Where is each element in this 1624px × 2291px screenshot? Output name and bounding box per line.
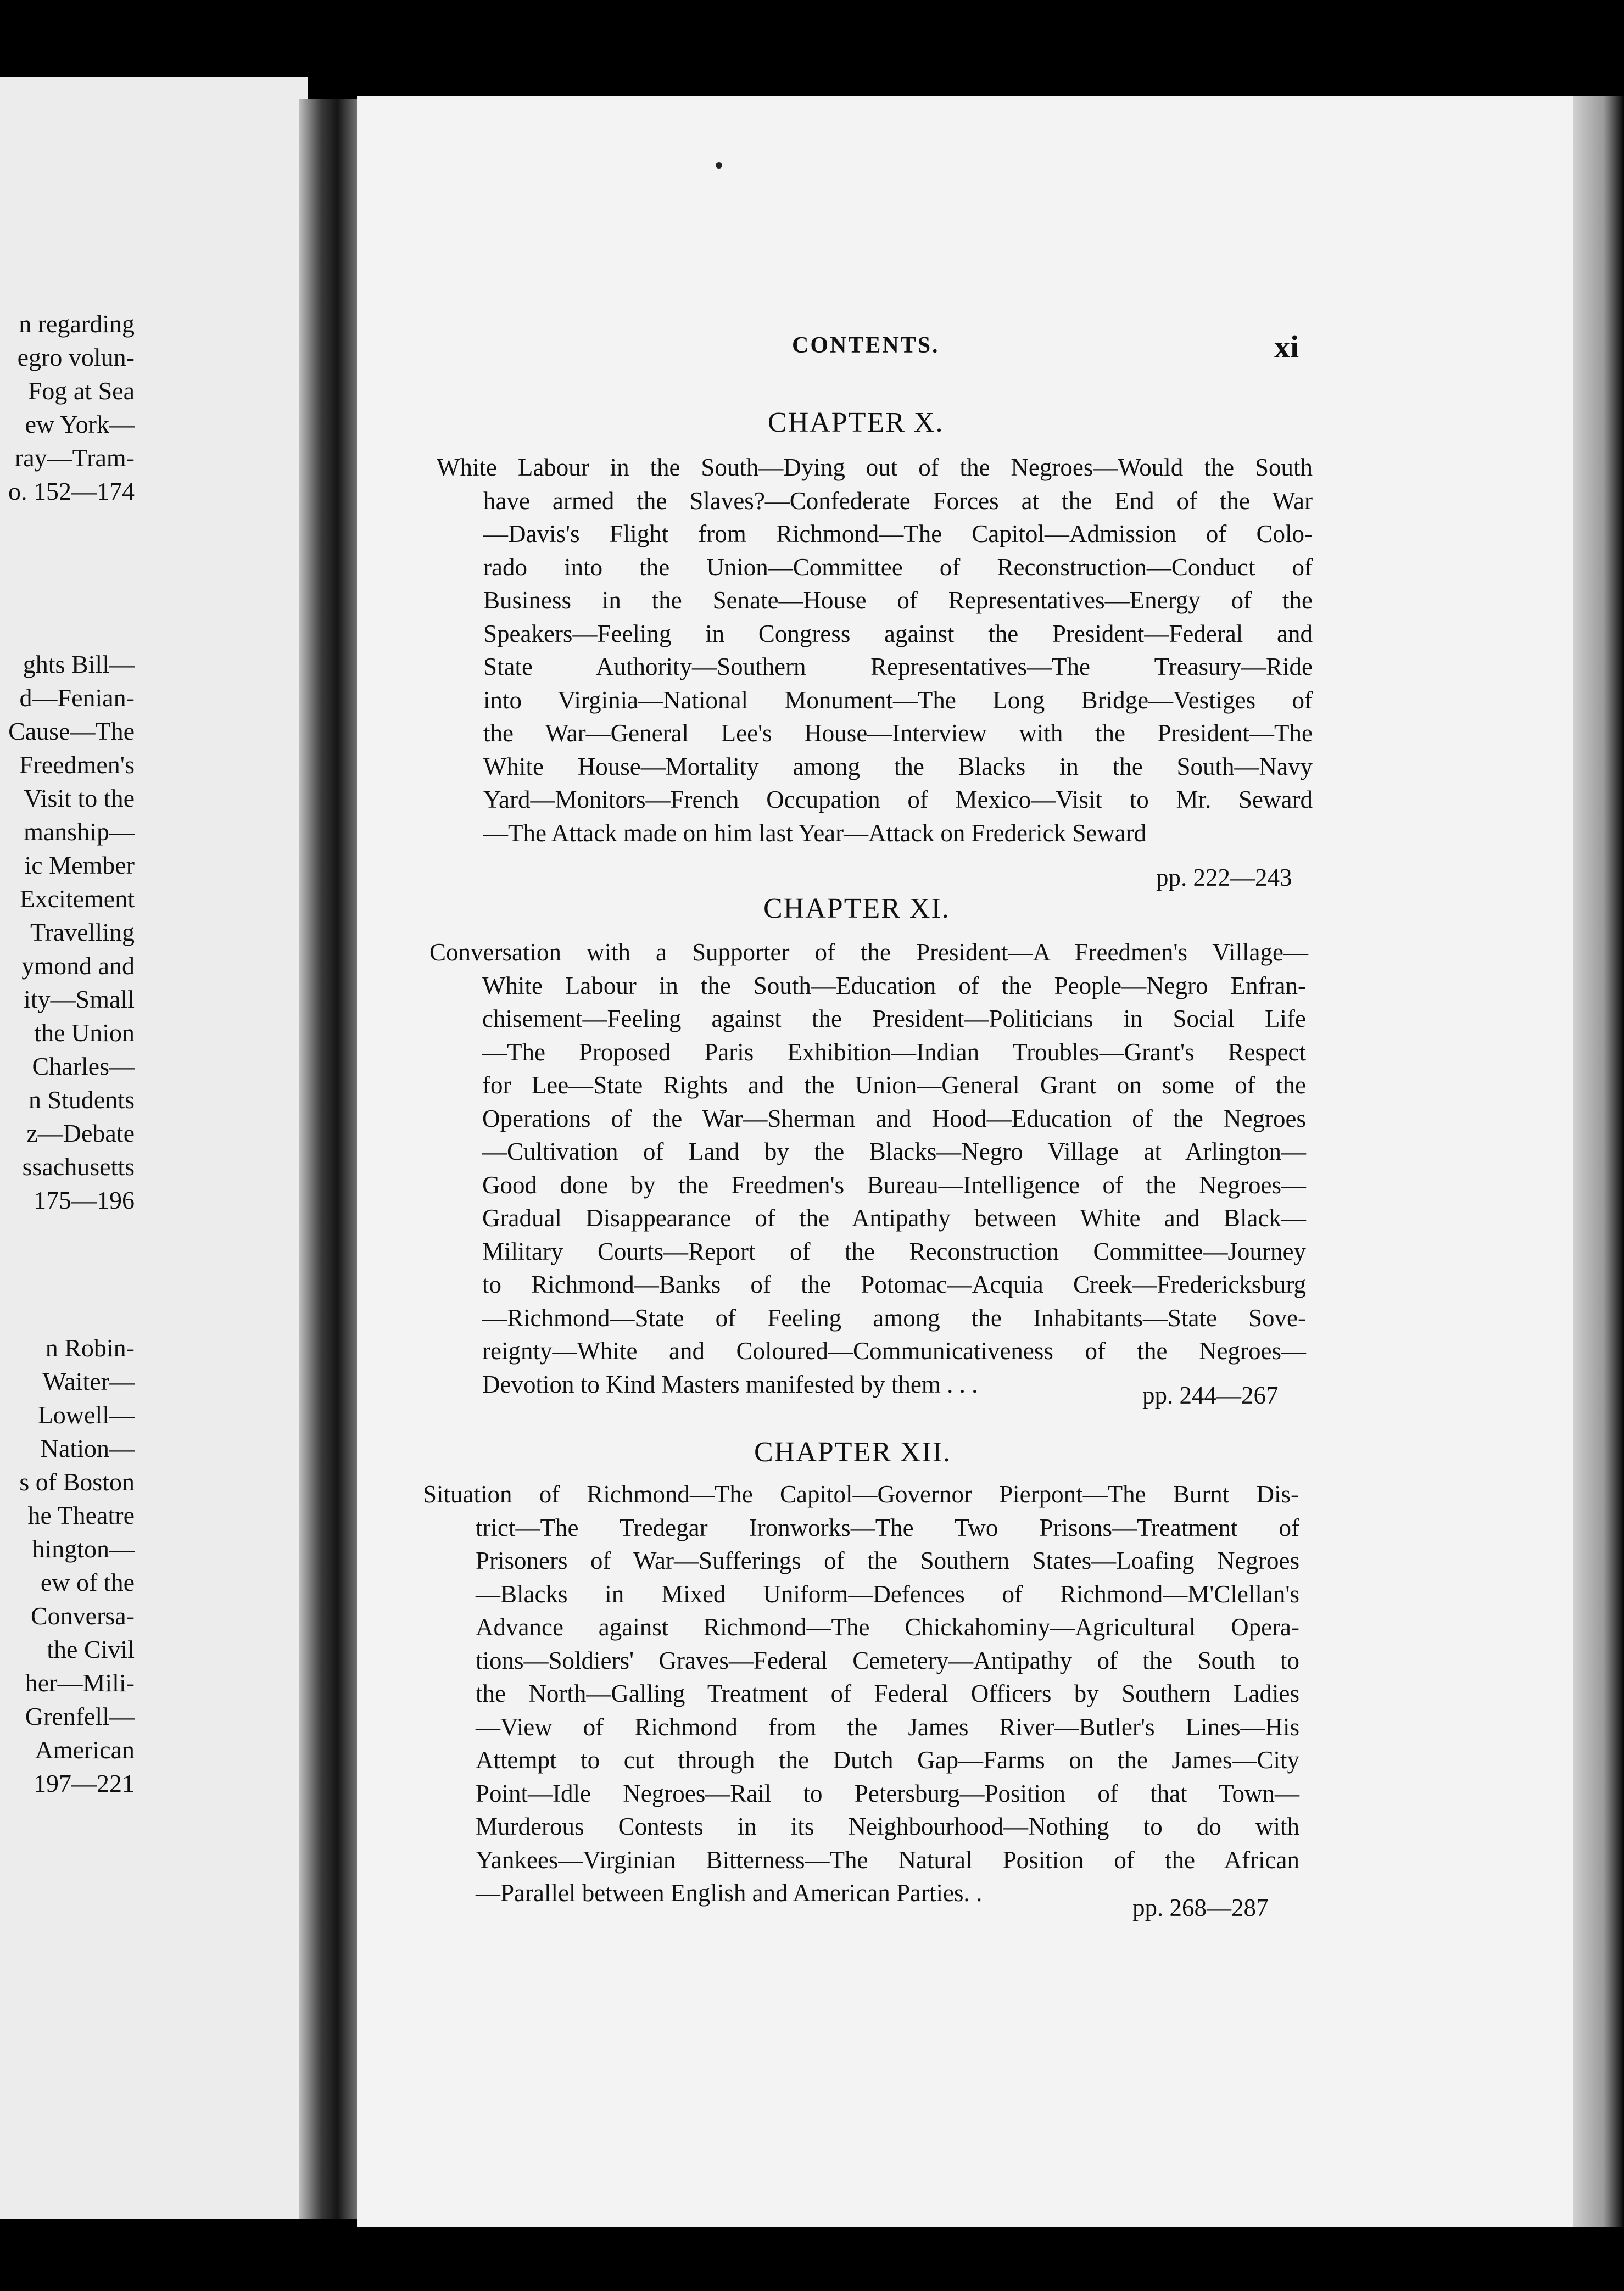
chapter-10-pages: pp. 222—243 — [1156, 864, 1292, 891]
left-page-line: n Robin- — [45, 1334, 135, 1362]
chapter-10-title: CHAPTER X. — [768, 407, 944, 438]
contents-line: the North—Galling Treatment of Federal Officers by Southern Ladies — [476, 1680, 1299, 1707]
contents-line: Yard—Monitors—French Occupation of Mexico—Visit to Mr. Seward — [483, 786, 1313, 813]
contents-line: Situation of Richmond—The Capitol—Governor Pierpont—The Burnt Dis- — [423, 1480, 1299, 1508]
left-page-line: ymond and — [21, 952, 135, 980]
left-page-line: 197—221 — [34, 1769, 135, 1797]
left-page-line: Grenfell— — [25, 1702, 135, 1730]
left-page-line: the Civil — [47, 1635, 135, 1663]
contents-line: into Virginia—National Monument—The Long Bridge—Vestiges of — [483, 686, 1313, 714]
left-page-line: s of Boston — [19, 1468, 135, 1496]
left-page-line: her—Mili- — [25, 1669, 135, 1697]
contents-line: Business in the Senate—House of Representatives—Energy of the — [483, 586, 1313, 614]
contents-line: rado into the Union—Committee of Reconstruction—Conduct of — [483, 553, 1313, 581]
contents-line: Point—Idle Negroes—Rail to Petersburg—Position of that Town— — [476, 1779, 1299, 1807]
left-page-line: 175—196 — [34, 1186, 135, 1214]
contents-line: Gradual Disappearance of the Antipathy between White and Black— — [482, 1204, 1306, 1232]
left-page-line: Travelling — [30, 918, 135, 946]
chapter-12-title: CHAPTER XII. — [754, 1437, 952, 1468]
left-page-line: ray—Tram- — [14, 444, 135, 472]
left-page-line: Nation— — [40, 1434, 135, 1462]
contents-line: —Parallel between English and American Parties. . — [476, 1879, 983, 1907]
contents-line: Conversation with a Supporter of the President—A Freedmen's Village— — [429, 938, 1308, 966]
contents-line: Attempt to cut through the Dutch Gap—Farms on the James—City — [476, 1746, 1299, 1774]
left-page-line: ic Member — [24, 851, 135, 879]
contents-line: —Richmond—State of Feeling among the Inhabitants—State Sove- — [482, 1304, 1306, 1332]
ink-dot — [716, 162, 722, 169]
contents-line: Speakers—Feeling in Congress against the President—Federal and — [483, 619, 1313, 647]
left-page-line: n regarding — [19, 310, 135, 338]
contents-line: tions—Soldiers' Graves—Federal Cemetery—Antipathy of the South to — [476, 1646, 1299, 1674]
contents-line: —Blacks in Mixed Uniform—Defences of Richmond—M'Clellan's — [476, 1580, 1299, 1608]
book-gutter — [299, 99, 362, 2219]
left-page-line: manship— — [24, 818, 135, 846]
contents-line: —View of Richmond from the James River—Butler's Lines—His — [476, 1713, 1299, 1741]
left-page-line: Excitement — [19, 885, 135, 913]
left-page-line: he Theatre — [27, 1501, 135, 1529]
page-number: xi — [1274, 329, 1299, 365]
contents-line: Murderous Contests in its Neighbourhood—Nothing to do with — [476, 1813, 1299, 1840]
left-page-line: Fog at Sea — [27, 377, 135, 405]
contents-line: Operations of the War—Sherman and Hood—Education of the Negroes — [482, 1104, 1306, 1132]
left-page-line: Lowell— — [37, 1401, 135, 1429]
contents-line: —Cultivation of Land by the Blacks—Negro Village at Arlington— — [482, 1138, 1306, 1165]
contents-line: —Davis's Flight from Richmond—The Capitol—Admission of Colo- — [483, 520, 1313, 547]
contents-line: trict—The Tredegar Ironworks—The Two Prisons—Treatment of — [476, 1513, 1299, 1541]
left-page-line: d—Fenian- — [19, 684, 135, 712]
contents-line: the War—General Lee's House—Interview with the President—The — [483, 719, 1313, 747]
contents-line: Good done by the Freedmen's Bureau—Intelligence of the Negroes— — [482, 1171, 1306, 1199]
left-page-line: ssachusetts — [22, 1153, 135, 1181]
left-facing-page — [0, 77, 308, 2219]
left-page-line: hington— — [32, 1535, 135, 1563]
contents-line: Devotion to Kind Masters manifested by them . . . — [482, 1370, 978, 1398]
left-page-line: n Students — [29, 1086, 135, 1114]
left-page-line: z—Debate — [26, 1119, 135, 1147]
contents-line: reignty—White and Coloured—Communicativeness of the Negroes— — [482, 1337, 1306, 1365]
chapter-12-pages: pp. 268—287 — [1132, 1894, 1269, 1921]
contents-line: Prisoners of War—Sufferings of the Southern States—Loafing Negroes — [476, 1547, 1299, 1574]
contents-line: —The Attack made on him last Year—Attack on Frederick Seward — [483, 819, 1147, 847]
left-page-line: Charles— — [32, 1052, 135, 1080]
contents-line: chisement—Feeling against the President—Politicians in Social Life — [482, 1005, 1306, 1032]
contents-line: have armed the Slaves?—Confederate Forces at the End of the War — [483, 487, 1313, 515]
chapter-11-title: CHAPTER XI. — [763, 893, 950, 924]
left-page-line: ew of the — [40, 1568, 135, 1596]
left-page-line: Cause—The — [8, 717, 135, 745]
left-page-line: Conversa- — [30, 1602, 135, 1630]
left-page-line: the Union — [34, 1019, 135, 1047]
left-page-line: o. 152—174 — [8, 477, 135, 505]
left-page-line: Freedmen's — [19, 751, 135, 779]
left-page-line: Visit to the — [24, 784, 135, 812]
left-page-line: ity—Small — [24, 985, 135, 1013]
contents-line: for Lee—State Rights and the Union—General Grant on some of the — [482, 1071, 1306, 1099]
contents-line: White Labour in the South—Dying out of the Negroes—Would the South — [437, 454, 1313, 481]
left-page-line: ew York— — [25, 410, 135, 438]
contents-line: —The Proposed Paris Exhibition—Indian Troubles—Grant's Respect — [482, 1038, 1306, 1066]
contents-line: to Richmond—Banks of the Potomac—Acquia Creek—Fredericksburg — [482, 1271, 1306, 1298]
contents-line: Military Courts—Report of the Reconstruction Committee—Journey — [482, 1237, 1306, 1265]
running-title: CONTENTS. — [792, 333, 940, 358]
chapter-11-pages: pp. 244—267 — [1142, 1382, 1279, 1409]
left-page-line: egro volun- — [17, 343, 135, 371]
left-page-line: ghts Bill— — [23, 650, 135, 678]
contents-line: State Authority—Southern Representatives—The Treasury—Ride — [483, 653, 1313, 680]
left-page-line: Waiter— — [42, 1367, 135, 1395]
page-edge-shadow — [1573, 96, 1624, 2227]
contents-line: Yankees—Virginian Bitterness—The Natural Position of the African — [476, 1846, 1299, 1874]
left-page-line: American — [35, 1736, 135, 1764]
contents-line: White Labour in the South—Education of the People—Negro Enfran- — [482, 971, 1306, 999]
contents-line: White House—Mortality among the Blacks in the South—Navy — [483, 752, 1313, 780]
contents-line: Advance against Richmond—The Chickahominy—Agricultural Opera- — [476, 1613, 1299, 1641]
